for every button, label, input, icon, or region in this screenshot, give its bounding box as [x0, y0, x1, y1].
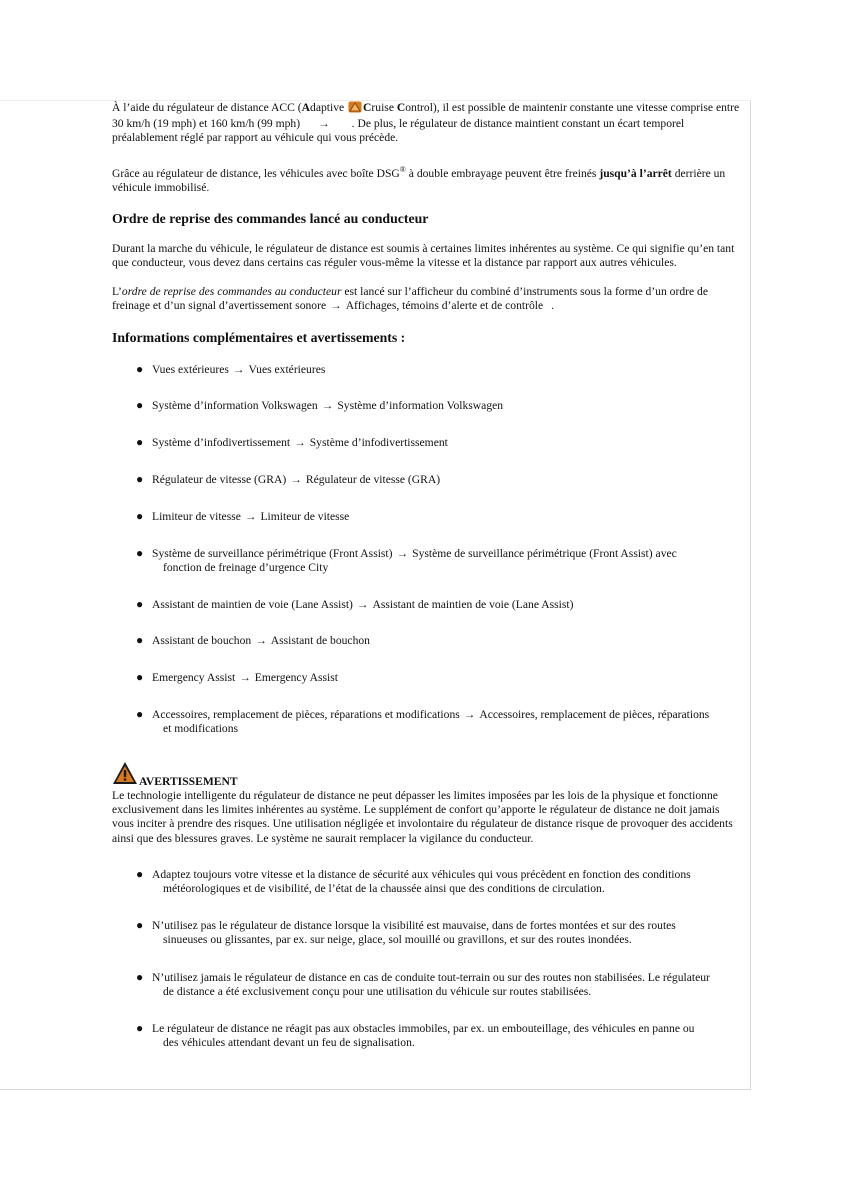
item-link[interactable]: Limiteur de vitesse [260, 509, 350, 523]
bullet-icon: ● [136, 969, 144, 984]
warning-item-text: N’utilisez jamais le régulateur de distance en cas de conduite tout-terrain ou sur des routes non stabilisées. Le régulateur [152, 970, 710, 984]
item-text: Vues extérieures [152, 362, 229, 376]
takeover-paragraph-1: Durant la marche du véhicule, le régulateur de distance est soumis à certaines limites inhérentes au système. Ce qui signifie qu’en tant que conducteur, vous devez dans certains cas réguler vous-même la vitesse et la distance par rapport aux autres véhicules. [112, 241, 735, 270]
link-arrow[interactable]: → [255, 634, 267, 648]
link-arrow[interactable]: → [330, 299, 342, 313]
link-arrow[interactable]: → [244, 509, 257, 523]
list-item [112, 547, 740, 575]
item-text: Système de surveillance périmétrique (Front Assist) [152, 546, 393, 560]
bullet-icon: ● [136, 1021, 144, 1036]
takeover-paragraph-2 [112, 285, 740, 313]
warning-item-text: sinueuses ou glissantes, par ex. sur neige, glace, sol mouillé ou gravillons, et sur des routes inondées. [163, 933, 632, 947]
item-link[interactable]: Système de surveillance périmétrique (Front Assist) avec [412, 546, 677, 560]
intro-text: À l’aide du régulateur de distance ACC ( [112, 101, 302, 114]
dsg-paragraph [112, 163, 740, 195]
intro-paragraph [112, 101, 740, 146]
takeover-text: L’ [112, 285, 122, 299]
item-text: Régulateur de vitesse (GRA) [152, 473, 287, 487]
intro-text: ontrol), il est possible de maintenir constante une vitesse comprise entre 30 km/h (19 mph) et 160 km/h (99 mph) [112, 101, 740, 131]
takeover-text: est lancé sur l’afficheur du combiné d’instruments sous la forme d’un ordre de freinage et d’un signal d’avertissement sonore [112, 285, 708, 313]
warning-item-text: Le régulateur de distance ne réagit pas aux obstacles immobiles, par ex. un embouteillage, des véhicules en panne ou [152, 1022, 695, 1036]
list-item [112, 363, 740, 377]
document-body [112, 101, 740, 1074]
reference-list [112, 363, 740, 737]
list-item [112, 919, 740, 947]
list-item [112, 971, 740, 999]
item-link[interactable]: Assistant de bouchon [270, 634, 370, 648]
intro-bold-a: A [301, 101, 311, 114]
list-item [112, 598, 740, 612]
item-link[interactable]: Système d’infodivertissement [309, 436, 448, 450]
item-link[interactable]: Emergency Assist [254, 671, 338, 685]
bullet-icon: ● [136, 545, 144, 560]
item-link-continued[interactable]: fonction de freinage d’urgence City [163, 560, 329, 574]
takeover-italic: ordre de reprise des commandes au conducteur [121, 285, 342, 299]
takeover-text: . [551, 299, 555, 313]
dsg-text: derrière un véhicule immobilisé. [112, 166, 726, 194]
link-arrow[interactable]: → [396, 546, 409, 560]
link-arrow[interactable]: → [318, 117, 330, 131]
warning-header [112, 759, 740, 789]
list-item [112, 399, 740, 413]
warning-item-text: N’utilisez pas le régulateur de distance lorsque la visibilité est mauvaise, dans de fortes montées et sur des routes [152, 919, 676, 933]
link-arrow[interactable]: → [463, 708, 476, 722]
list-item [112, 436, 740, 450]
warning-indicator-icon [348, 101, 362, 117]
list-item [112, 510, 740, 524]
link-displays[interactable]: Affichages, témoins d’alerte et de contrôle [345, 299, 544, 313]
bullet-icon: ● [136, 361, 144, 376]
list-item [112, 634, 740, 648]
list-item [112, 708, 740, 736]
intro-text: ruise [371, 101, 397, 114]
section-heading-info: Informations complémentaires et avertissements : [112, 329, 406, 345]
bullet-icon: ● [136, 918, 144, 933]
link-arrow[interactable]: → [290, 473, 302, 487]
bullet-icon: ● [136, 866, 144, 881]
section-heading-takeover: Ordre de reprise des commandes lancé au conducteur [112, 210, 429, 226]
intro-bold-c: C [396, 101, 406, 114]
dsg-text: à double embrayage peuvent être freinés [405, 166, 600, 180]
warning-item-text: de distance a été exclusivement conçu pour une utilisation du véhicule sur routes stabilisées. [163, 984, 592, 998]
item-text: Assistant de bouchon [152, 634, 252, 648]
warning-item-text: météorologiques et de visibilité, de l’état de la chaussée ainsi que des conditions de circulation. [163, 882, 605, 896]
item-link[interactable]: Accessoires, remplacement de pièces, réparations [479, 708, 710, 722]
item-link-continued[interactable]: et modifications [163, 722, 239, 736]
item-link[interactable]: Assistant de maintien de voie (Lane Assist) [372, 597, 574, 611]
list-item [112, 671, 740, 685]
warning-title: AVERTISSEMENT [139, 775, 238, 789]
link-arrow[interactable]: → [356, 597, 369, 611]
bullet-icon: ● [136, 596, 144, 611]
item-text: Système d’information Volkswagen [152, 399, 318, 413]
list-item [112, 473, 740, 487]
registered-mark: ® [399, 164, 406, 174]
item-link[interactable]: Régulateur de vitesse (GRA) [305, 473, 441, 487]
bullet-icon: ● [136, 633, 144, 648]
link-arrow[interactable]: → [232, 362, 245, 376]
item-text: Assistant de maintien de voie (Lane Assist) [152, 597, 353, 611]
list-item [112, 1022, 740, 1050]
warning-list [112, 868, 740, 1051]
link-arrow[interactable]: → [239, 671, 251, 685]
dsg-bold: jusqu’à l’arrêt [599, 166, 672, 180]
item-link[interactable]: Système d’information Volkswagen [337, 399, 504, 413]
item-text: Système d’infodivertissement [152, 436, 291, 450]
warning-item-text: Adaptez toujours votre vitesse et la distance de sécurité aux véhicules qui vous précèdent en fonction des conditions [152, 867, 691, 881]
dsg-text: Grâce au régulateur de distance, les véhicules avec boîte DSG [112, 166, 400, 180]
intro-text: . De plus, le régulateur de distance maintient constant un écart temporel préalablement réglé par rapport au véhicule qui vous précède. [112, 117, 685, 145]
item-text: Accessoires, remplacement de pièces, réparations et modifications [152, 708, 460, 722]
warning-item-text: des véhicules attendant devant un feu de signalisation. [163, 1036, 415, 1050]
intro-bold-c: C [363, 101, 372, 114]
bullet-icon: ● [136, 435, 144, 450]
item-text: Emergency Assist [152, 671, 236, 685]
bullet-icon: ● [136, 508, 144, 523]
warning-block [112, 759, 740, 1050]
item-link[interactable]: Vues extérieures [248, 362, 326, 376]
bullet-icon: ● [136, 472, 144, 487]
item-text: Limiteur de vitesse [152, 509, 241, 523]
warning-text: Le technologie intelligente du régulateur de distance ne peut dépasser les limites imposées par les lois de la physique et fonctionne exclusivement dans les limites inhérentes au système. Le supplément de confort qu’apporte le régulateur de distance ne doit jamais vous inciter à prendre des risques. Une utilisation négligée et involontaire du régulateur de distance risque de provoquer des accidents ainsi que des blessures graves. Le système ne saurait remplacer la vigilance du conducteur. [112, 789, 733, 845]
bullet-icon: ● [136, 707, 144, 722]
list-item [112, 868, 740, 896]
link-arrow[interactable]: → [294, 436, 306, 450]
warning-triangle-icon [112, 761, 138, 789]
link-arrow[interactable]: → [321, 399, 334, 413]
intro-text: daptive [310, 101, 348, 114]
bullet-icon: ● [136, 398, 144, 413]
bullet-icon: ● [136, 670, 144, 685]
